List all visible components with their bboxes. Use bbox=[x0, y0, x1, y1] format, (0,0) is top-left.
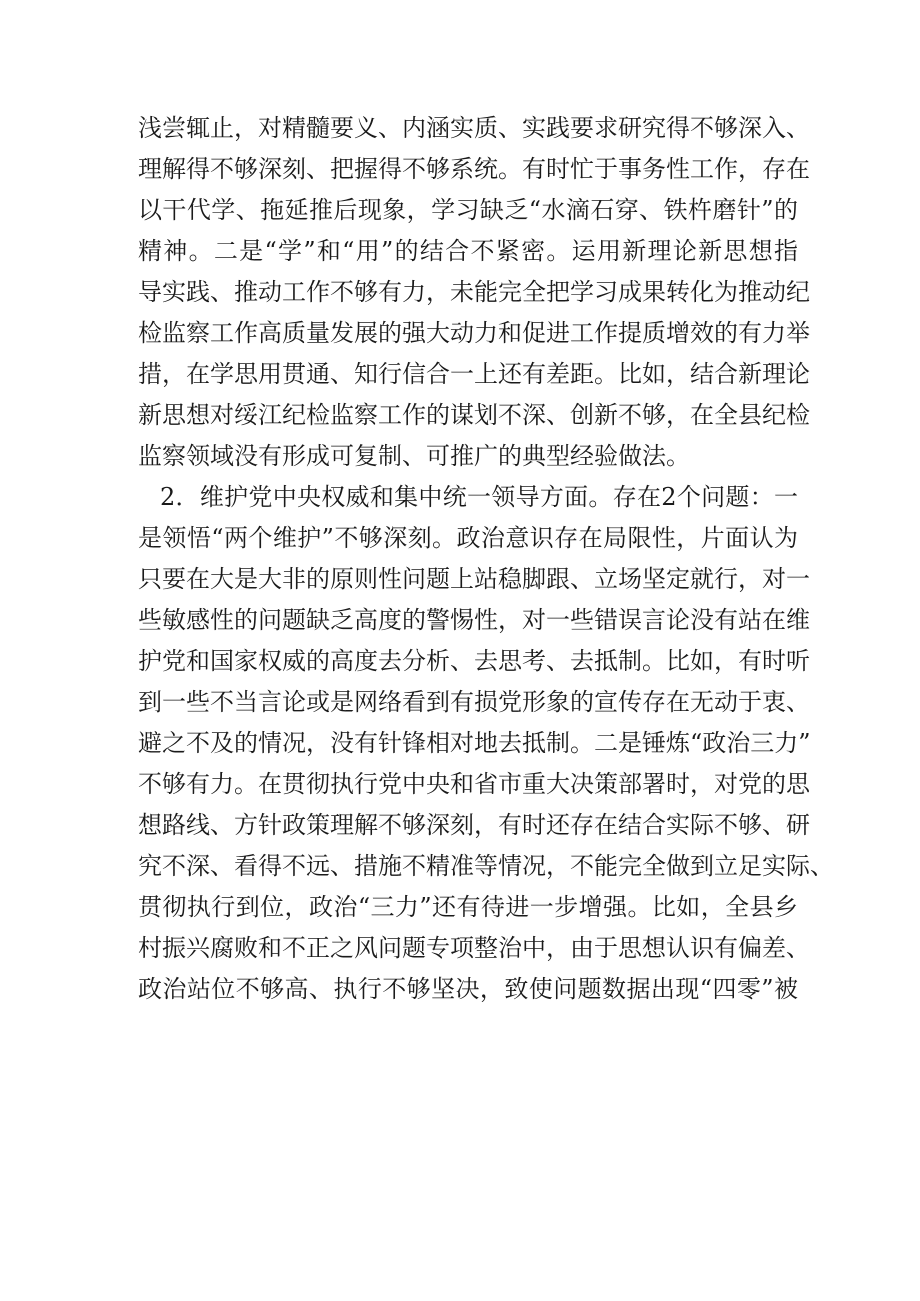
text-line: 护党和国家权威的高度去分析、去思考、去抵制。比如，有时听 bbox=[138, 647, 810, 675]
text-line: 村振兴腐败和不正之风问题专项整治中，由于思想认识有偏差、 bbox=[138, 934, 810, 962]
text-line: 新思想对绥江纪检监察工作的谋划不深、创新不够，在全县纪检 bbox=[138, 401, 810, 429]
text-line: 精神。二是“学”和“用”的结合不紧密。运用新理论新思想指 bbox=[138, 237, 798, 265]
text-line: 措，在学思用贯通、知行信合一上还有差距。比如，结合新理论 bbox=[138, 360, 810, 388]
text-line: 理解得不够深刻、把握得不够系统。有时忙于事务性工作，存在 bbox=[138, 155, 810, 183]
text-line: 究不深、看得不远、措施不精准等情况，不能完全做到立足实际、 bbox=[138, 852, 834, 880]
paragraph-end-line: 监察领域没有形成可复制、可推广的典型经验做法。 bbox=[138, 442, 690, 470]
text-line: 只要在大是大非的原则性问题上站稳脚跟、立场坚定就行，对一 bbox=[138, 565, 810, 593]
document-body bbox=[138, 108, 834, 1010]
text-line: 些敏感性的问题缺乏高度的警惕性，对一些错误言论没有站在维 bbox=[138, 606, 810, 634]
text-line: 贯彻执行到位，政治“三力”还有待进一步增强。比如，全县乡 bbox=[138, 893, 798, 921]
text-line: 到一些不当言论或是网络看到有损党形象的宣传存在无动于衷、 bbox=[138, 688, 810, 716]
text-line: 检监察工作高质量发展的强大动力和促进工作提质增效的有力举 bbox=[138, 319, 810, 347]
text-line: 浅尝辄止，对精髓要义、内涵实质、实践要求研究得不够深入、 bbox=[138, 114, 810, 142]
text-line: 是领悟“两个维护”不够深刻。政治意识存在局限性，片面认为 bbox=[138, 524, 798, 552]
section-heading-line: 2．维护党中央权威和集中统一领导方面。存在2个问题：一 bbox=[160, 483, 798, 511]
text-line: 导实践、推动工作不够有力，未能完全把学习成果转化为推动纪 bbox=[138, 278, 810, 306]
text-line: 想路线、方针政策理解不够深刻，有时还存在结合实际不够、研 bbox=[138, 811, 810, 839]
text-line: 政治站位不够高、执行不够坚决，致使问题数据出现“四零”被 bbox=[138, 975, 798, 1003]
text-line: 避之不及的情况，没有针锋相对地去抵制。二是锤炼“政治三力” bbox=[138, 729, 811, 757]
text-line: 不够有力。在贯彻执行党中央和省市重大决策部署时，对党的思 bbox=[138, 770, 810, 798]
text-line: 以干代学、拖延推后现象，学习缺乏“水滴石穿、铁杵磨针”的 bbox=[138, 196, 798, 224]
